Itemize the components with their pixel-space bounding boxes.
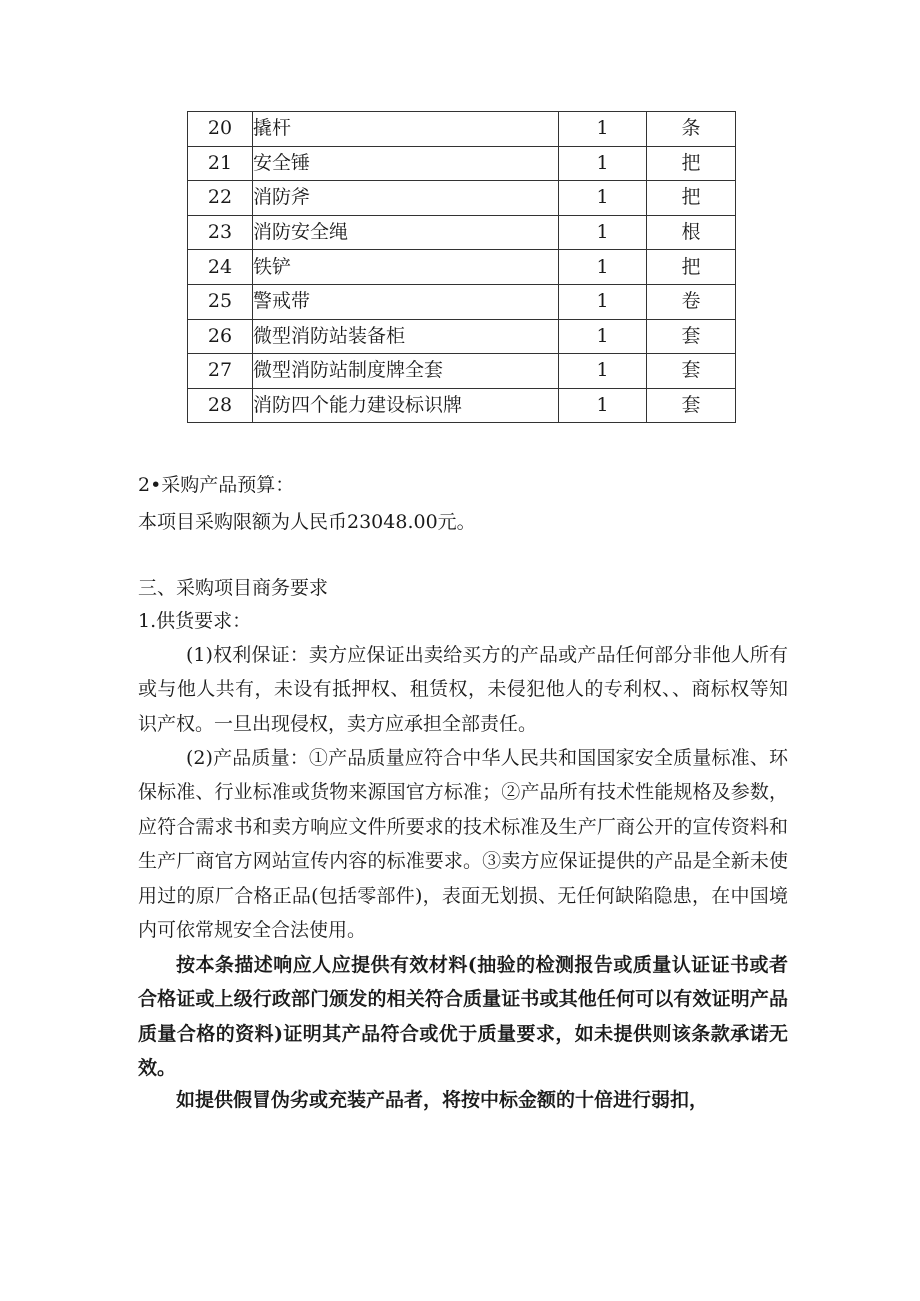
counterfeit-penalty-paragraph: 如提供假冒伪劣或充装产品者，将按中标金额的十倍进行弱扣， [176,1089,709,1111]
table-row [188,181,736,216]
supply-requirements-heading: 1.供货要求： [138,610,252,632]
item-unit: 把 [647,181,736,216]
items-table [187,111,736,423]
item-name: 铁铲 [253,250,559,285]
item-name: 撬杆 [253,112,559,147]
item-number: 22 [188,181,253,216]
item-quantity: 1 [559,181,647,216]
table-row [188,250,736,285]
item-name: 安全锤 [253,146,559,181]
item-number: 27 [188,354,253,389]
item-quantity: 1 [559,319,647,354]
item-unit: 套 [647,388,736,423]
item-number: 23 [188,215,253,250]
item-name: 微型消防站装备柜 [253,319,559,354]
items-table-body [188,112,736,423]
item-quantity: 1 [559,354,647,389]
table-row [188,354,736,389]
item-number: 24 [188,250,253,285]
item-number: 26 [188,319,253,354]
item-unit: 卷 [647,284,736,319]
item-unit: 根 [647,215,736,250]
budget-text: 本项目采购限额为人民币23048.00元。 [138,511,476,533]
item-number: 20 [188,112,253,147]
rights-guarantee-paragraph: (1)权利保证：卖方应保证出卖给买方的产品或产品任何部分非他人所有或与他人共有，未设有抵押权、租赁权，未侵犯他人的专利权、、商标权等知识产权。一旦出现侵权，卖方应承担全部责任。 [138,644,788,735]
table-row [188,284,736,319]
table-row [188,112,736,147]
product-quality-paragraph: (2)产品质量：①产品质量应符合中华人民共和国国家安全质量标准、环保标准、行业标准或货物来源国官方标准；②产品所有技术性能规格及参数，应符合需求书和卖方响应文件所要求的技术标准及生产厂商公开的宣传资料和生产厂商官方网站宣传内容的标准要求。③卖方应保证提供的产品是全新未使用过的原厂合格正品(包括零部件)，表面无划损、无任何缺陷隐患，在中国境内可依常规安全合法使用。 [138,747,788,942]
table-row [188,146,736,181]
item-quantity: 1 [559,284,647,319]
table-row [188,319,736,354]
item-name: 消防斧 [253,181,559,216]
item-quantity: 1 [559,146,647,181]
item-number: 28 [188,388,253,423]
item-quantity: 1 [559,250,647,285]
table-row [188,215,736,250]
item-unit: 把 [647,146,736,181]
business-heading: 三、采购项目商务要求 [138,577,329,599]
item-quantity: 1 [559,112,647,147]
item-name: 微型消防站制度牌全套 [253,354,559,389]
evidence-materials-paragraph: 按本条描述响应人应提供有效材料(抽验的检测报告或质量认证证书或者合格证或上级行政部门颁发的相关符合质量证书或其他任何可以有效证明产品质量合格的资料)证明其产品符合或优于质量要求，如未提供则该条款承诺无效。 [138,954,788,1080]
item-unit: 套 [647,354,736,389]
item-unit: 套 [647,319,736,354]
item-number: 21 [188,146,253,181]
table-row [188,388,736,423]
item-number: 25 [188,284,253,319]
item-unit: 把 [647,250,736,285]
item-unit: 条 [647,112,736,147]
budget-heading: 2•采购产品预算： [138,474,295,496]
item-quantity: 1 [559,388,647,423]
item-quantity: 1 [559,215,647,250]
item-name: 消防安全绳 [253,215,559,250]
item-name: 消防四个能力建设标识牌 [253,388,559,423]
item-name: 警戒带 [253,284,559,319]
